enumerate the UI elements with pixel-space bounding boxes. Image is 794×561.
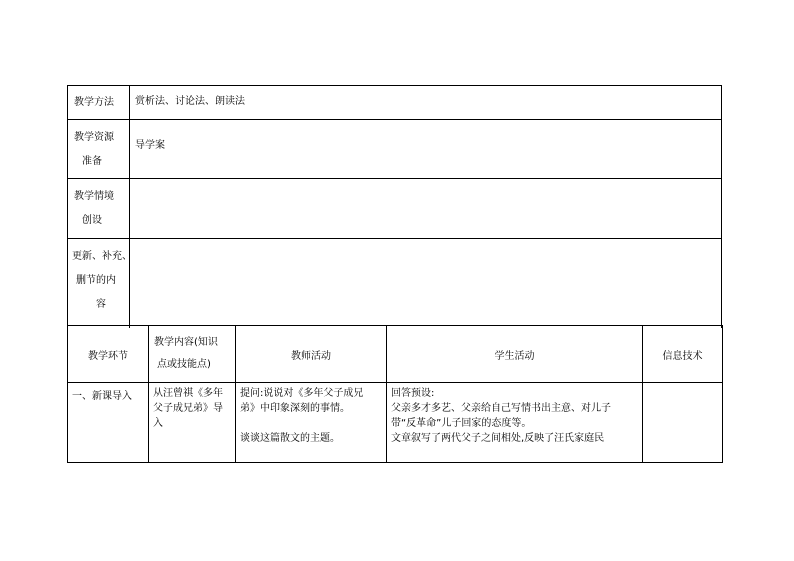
it-cell <box>643 383 723 463</box>
header-content <box>149 326 236 383</box>
table-row <box>68 383 723 463</box>
blank-line <box>240 416 382 431</box>
teaching-resources-value: 导学案 <box>135 140 165 151</box>
cell-line: 父亲多才多艺、父亲给自己写情书出主意、对儿子 <box>391 403 611 414</box>
label-line: 准备 <box>82 156 102 167</box>
lesson-process-table <box>67 325 723 463</box>
header-line: 点或技能点) <box>157 359 211 370</box>
cell-line: 从汪曾祺《多年 <box>153 388 223 399</box>
updates-label <box>68 239 130 328</box>
label-line: 容 <box>96 299 106 310</box>
teaching-context-value <box>130 179 721 238</box>
header-stage: 教学环节 <box>68 326 149 383</box>
content-cell <box>149 383 236 463</box>
header-it: 信息技术 <box>643 326 723 383</box>
table-header-row <box>68 326 723 383</box>
label-line: 教学资源 <box>74 132 114 143</box>
cell-line: 回答预设: <box>391 388 435 399</box>
header-student: 学生活动 <box>387 326 643 383</box>
label-line: 删节的内 <box>76 275 116 286</box>
teaching-method-row <box>67 85 722 119</box>
updates-value <box>130 239 721 328</box>
teaching-resources-row <box>67 119 722 178</box>
updates-row <box>67 238 722 328</box>
label-line: 创设 <box>82 215 102 226</box>
label-line: 更新、补充、 <box>72 251 132 262</box>
teaching-resources-label <box>68 120 130 178</box>
teacher-cell <box>236 383 387 463</box>
cell-line: 带“反革命”儿子回家的态度等。 <box>391 418 532 429</box>
teaching-context-row <box>67 178 722 238</box>
cell-line: 入 <box>153 418 163 429</box>
cell-line: 提问:说说对《多年父子成兄 <box>240 388 364 399</box>
student-cell <box>387 383 643 463</box>
teaching-method-value: 赏析法、讨论法、朗读法 <box>135 96 245 107</box>
stage-cell: 一、新课导入 <box>68 383 149 463</box>
cell-line: 父子成兄弟》导 <box>153 403 223 414</box>
label-line: 教学情境 <box>74 191 114 202</box>
cell-line: 弟》中印象深刻的事情。 <box>240 403 350 414</box>
header-teacher: 教师活动 <box>236 326 387 383</box>
cell-line: 文章叙写了两代父子之间相处,反映了汪氏家庭民 <box>391 433 605 444</box>
lesson-info-table <box>67 85 722 328</box>
cell-line: 谈谈这篇散文的主题。 <box>240 433 340 444</box>
header-line: 教学内容(知识 <box>154 337 218 348</box>
teaching-method-label: 教学方法 <box>68 86 130 119</box>
teaching-context-label <box>68 179 130 238</box>
